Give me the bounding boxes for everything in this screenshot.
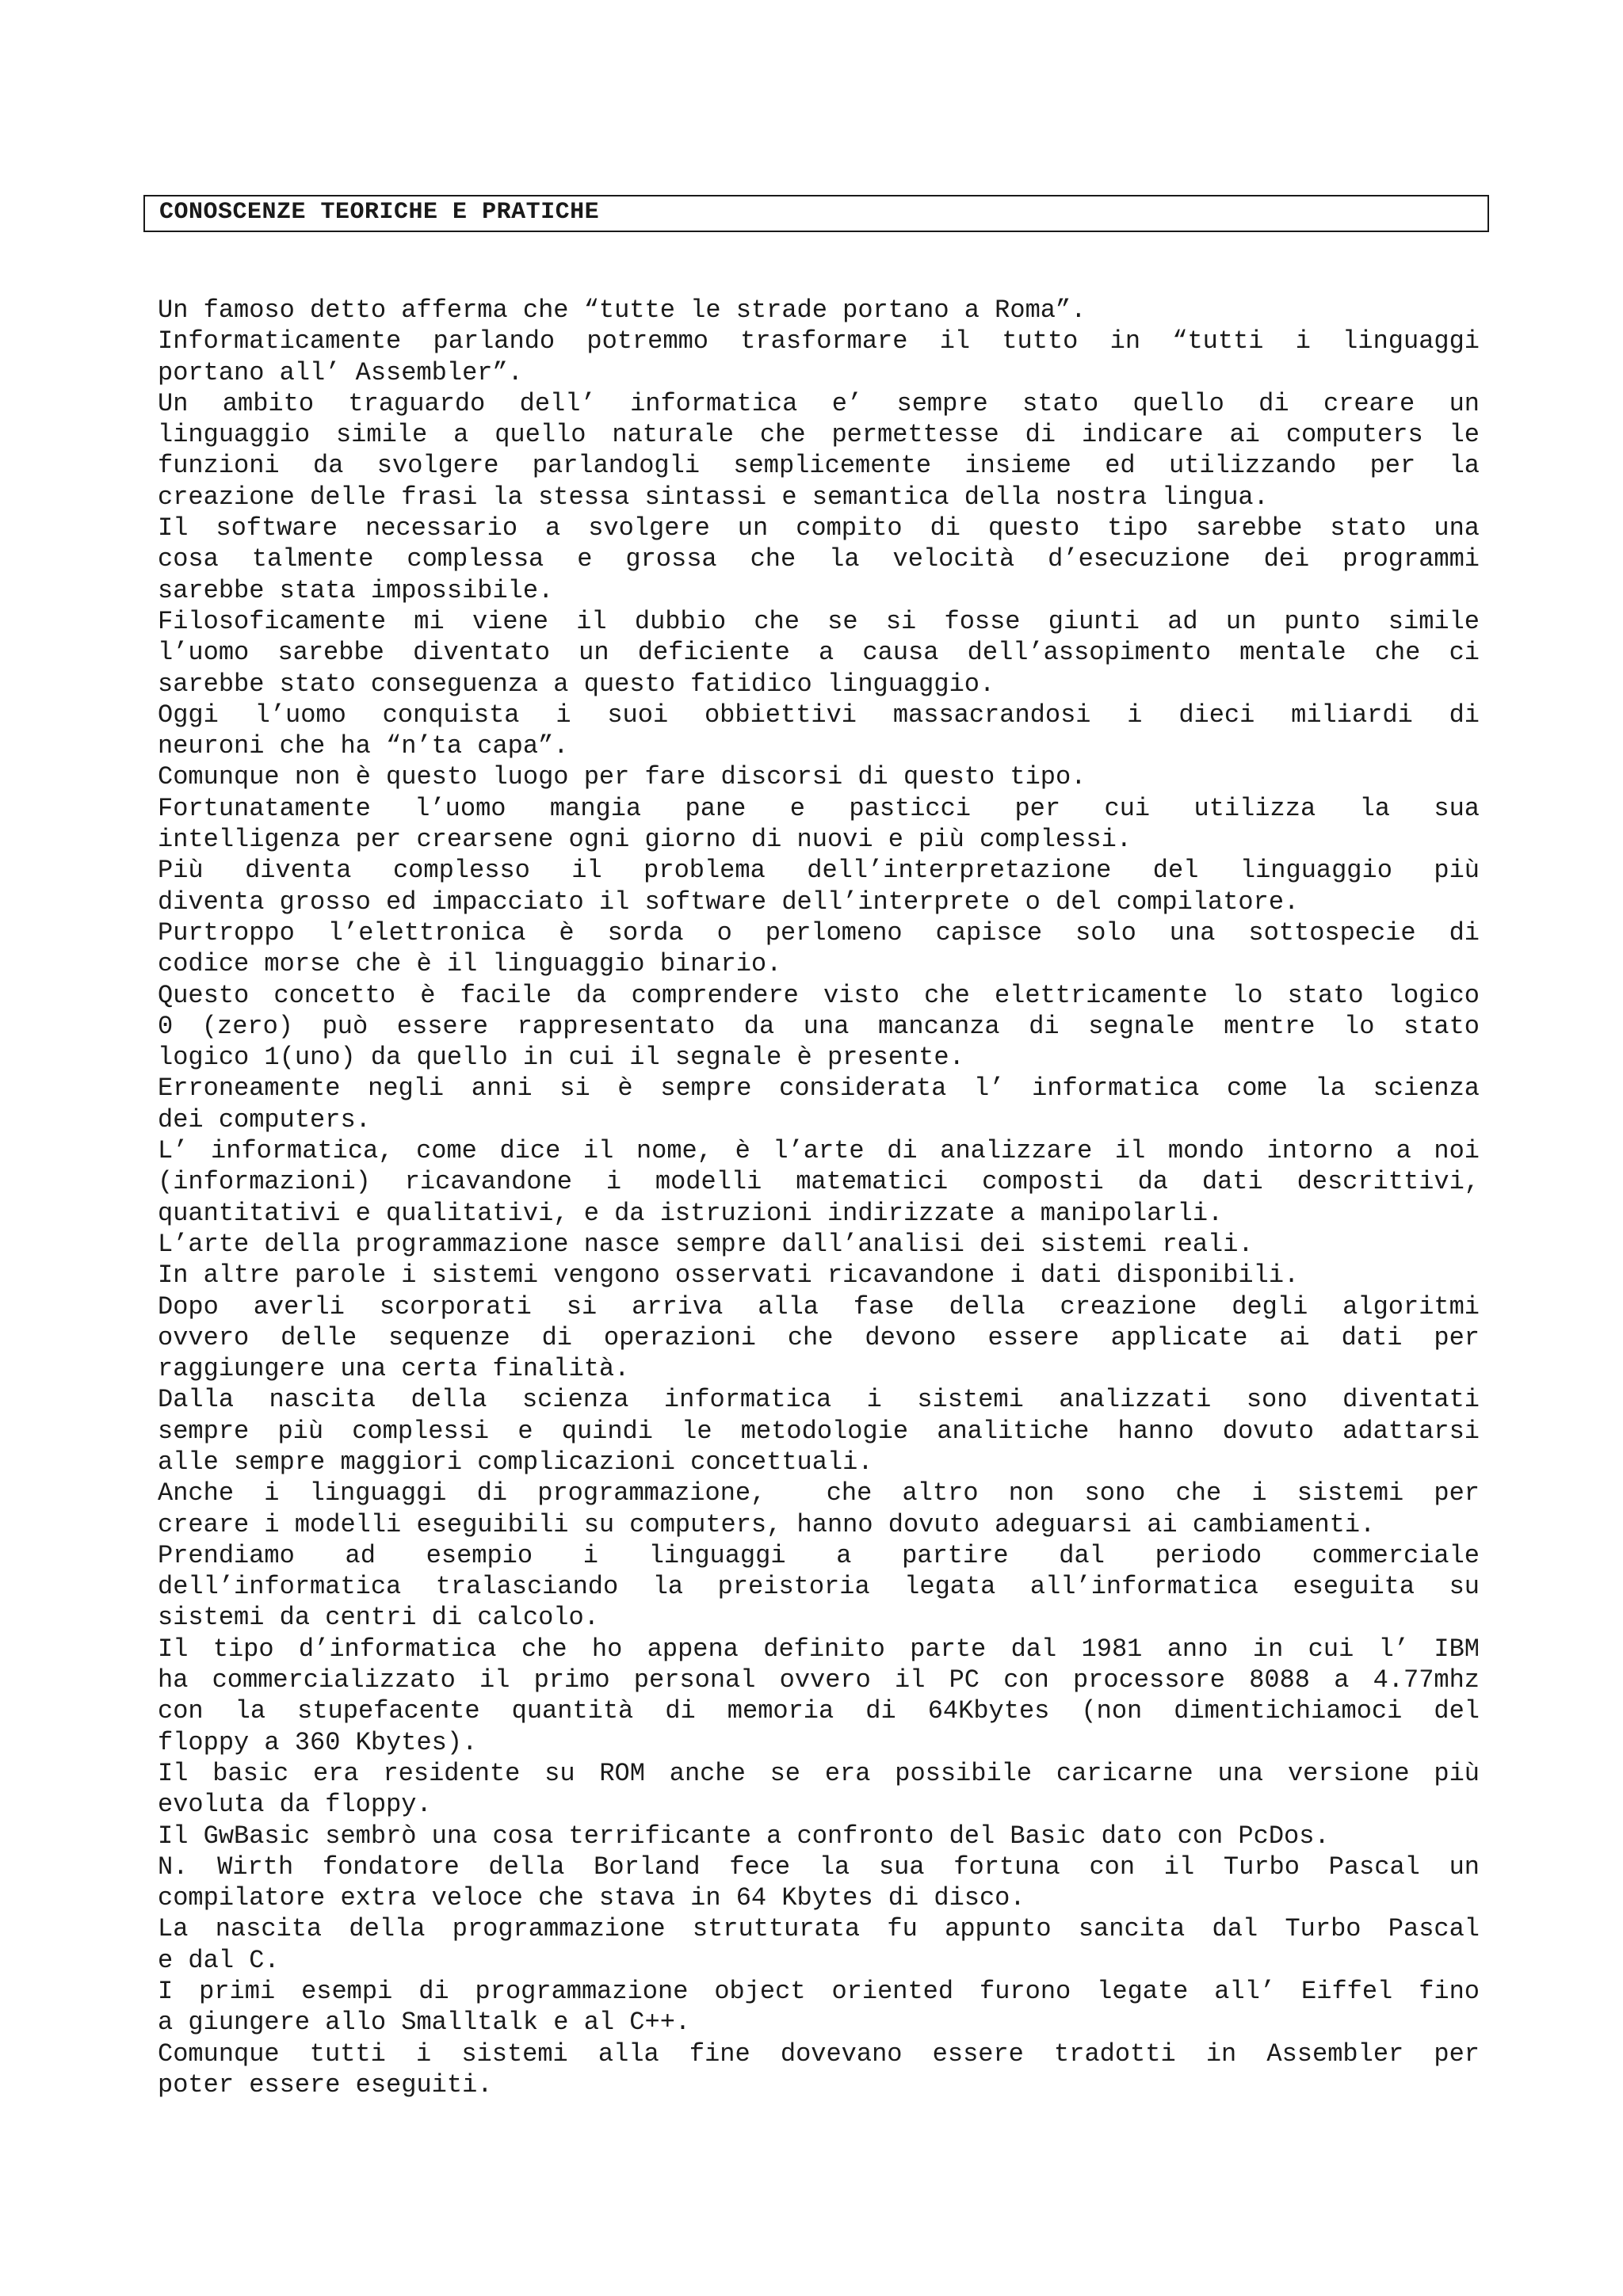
text-line: Prendiamo ad esempio i linguaggi a partire dal periodo commerciale bbox=[158, 1540, 1480, 1570]
text-line: alle sempre maggiori complicazioni concettuali. bbox=[158, 1447, 873, 1477]
text-line: e dal C. bbox=[158, 1945, 280, 1975]
text-line: funzioni da svolgere parlandogli semplicemente insieme ed utilizzando per la bbox=[158, 451, 1480, 481]
text-line: Il software necessario a svolgere un compito di questo tipo sarebbe stato una bbox=[158, 513, 1480, 543]
text-line: floppy a 360 Kbytes). bbox=[158, 1727, 478, 1757]
text-line: sistemi da centri di calcolo. bbox=[158, 1603, 599, 1633]
text-line: L’ informatica, come dice il nome, è l’arte di analizzare il mondo intorno a noi bbox=[158, 1136, 1480, 1166]
text-line: (informazioni) ricavandone i modelli matematici composti da dati descrittivi, bbox=[158, 1167, 1480, 1197]
text-line: quantitativi e qualitativi, e da istruzioni indirizzate a manipolarli. bbox=[158, 1198, 1224, 1228]
text-line: dei computers. bbox=[158, 1104, 371, 1135]
text-line: creare i modelli eseguibili su computers, hanno dovuto adeguarsi ai cambiamenti. bbox=[158, 1509, 1376, 1539]
text-line: intelligenza per crearsene ogni giorno di nuovi e più complessi. bbox=[158, 825, 1132, 855]
text-line: Più diventa complesso il problema dell’interpretazione del linguaggio più bbox=[158, 856, 1480, 886]
text-line: L’arte della programmazione nasce sempre dall’analisi dei sistemi reali. bbox=[158, 1229, 1254, 1259]
text-line: N. Wirth fondatore della Borland fece la sua fortuna con il Turbo Pascal un bbox=[158, 1852, 1480, 1882]
text-line: diventa grosso ed impacciato il software dell’interprete o del compilatore. bbox=[158, 887, 1300, 917]
text-line: sarebbe stato conseguenza a questo fatidico linguaggio. bbox=[158, 669, 995, 699]
text-line: cosa talmente complessa e grossa che la velocità d’esecuzione dei programmi bbox=[158, 544, 1480, 574]
text-line: Comunque non è questo luogo per fare discorsi di questo tipo. bbox=[158, 762, 1086, 792]
text-line: Filosoficamente mi viene il dubbio che se si fosse giunti ad un punto simile bbox=[158, 606, 1480, 636]
text-line: Erroneamente negli anni si è sempre considerata l’ informatica come la scienza bbox=[158, 1074, 1480, 1104]
text-line: Questo concetto è facile da comprendere visto che elettricamente lo stato logico bbox=[158, 980, 1480, 1010]
text-line: Anche i linguaggi di programmazione, che altro non sono che i sistemi per bbox=[158, 1478, 1480, 1508]
text-line: Comunque tutti i sistemi alla fine dovevano essere tradotti in Assembler per bbox=[158, 2039, 1480, 2069]
text-line: sarebbe stata impossibile. bbox=[158, 575, 554, 605]
text-line: dell’informatica tralasciando la preistoria legata all’informatica eseguita su bbox=[158, 1572, 1480, 1602]
text-line: In altre parole i sistemi vengono osservati ricavandone i dati disponibili. bbox=[158, 1261, 1300, 1291]
text-line: a giungere allo Smalltalk e al C++. bbox=[158, 2008, 691, 2038]
text-line: Dopo averli scorporati si arriva alla fase della creazione degli algoritmi bbox=[158, 1291, 1480, 1322]
text-line: linguaggio simile a quello naturale che permettesse di indicare ai computers le bbox=[158, 420, 1480, 450]
text-line: poter essere eseguiti. bbox=[158, 2069, 493, 2100]
text-line: raggiungere una certa finalità. bbox=[158, 1354, 630, 1384]
text-line: neuroni che ha “n’ta capa”. bbox=[158, 731, 569, 761]
text-line: Dalla nascita della scienza informatica i sistemi analizzati sono diventati bbox=[158, 1385, 1480, 1415]
text-line: l’uomo sarebbe diventato un deficiente a causa dell’assopimento mentale che ci bbox=[158, 638, 1480, 668]
text-line: ha commercializzato il primo personal ovvero il PC con processore 8088 a 4.77mhz bbox=[158, 1665, 1480, 1695]
text-line: codice morse che è il linguaggio binario. bbox=[158, 949, 782, 979]
body-paragraphs bbox=[158, 295, 1480, 2100]
text-line: Il GwBasic sembrò una cosa terrificante a confronto del Basic dato con PcDos. bbox=[158, 1821, 1330, 1851]
text-line: ovvero delle sequenze di operazioni che devono essere applicate ai dati per bbox=[158, 1322, 1480, 1352]
text-line: Il basic era residente su ROM anche se era possibile caricarne una versione più bbox=[158, 1758, 1480, 1788]
section-heading: CONOSCENZE TEORICHE E PRATICHE bbox=[143, 195, 1489, 232]
text-line: evoluta da floppy. bbox=[158, 1790, 432, 1820]
text-line: Purtroppo l’elettronica è sorda o perlomeno capisce solo una sottospecie di bbox=[158, 917, 1480, 948]
text-line: 0 (zero) può essere rappresentato da una mancanza di segnale mentre lo stato bbox=[158, 1011, 1480, 1041]
text-line: Un ambito traguardo dell’ informatica e’ sempre stato quello di creare un bbox=[158, 388, 1480, 418]
text-line: I primi esempi di programmazione object oriented furono legate all’ Eiffel fino bbox=[158, 1977, 1480, 2007]
text-line: La nascita della programmazione strutturata fu appunto sancita dal Turbo Pascal bbox=[158, 1914, 1480, 1944]
text-line: portano all’ Assembler”. bbox=[158, 357, 523, 387]
text-line: Oggi l’uomo conquista i suoi obbiettivi massacrandosi i dieci miliardi di bbox=[158, 700, 1480, 730]
text-line: logico 1(uno) da quello in cui il segnale è presente. bbox=[158, 1043, 964, 1073]
text-line: con la stupefacente quantità di memoria di 64Kbytes (non dimentichiamoci del bbox=[158, 1696, 1480, 1726]
text-line: compilatore extra veloce che stava in 64 Kbytes di disco. bbox=[158, 1883, 1025, 1913]
text-line: sempre più complessi e quindi le metodologie analitiche hanno dovuto adattarsi bbox=[158, 1416, 1480, 1446]
text-line: Informaticamente parlando potremmo trasformare il tutto in “tutti i linguaggi bbox=[158, 326, 1480, 357]
text-line: creazione delle frasi la stessa sintassi e semantica della nostra lingua. bbox=[158, 482, 1269, 512]
text-line: Fortunatamente l’uomo mangia pane e pasticci per cui utilizza la sua bbox=[158, 793, 1480, 823]
text-line: Un famoso detto afferma che “tutte le strade portano a Roma”. bbox=[158, 296, 1086, 325]
text-line: Il tipo d’informatica che ho appena definito parte dal 1981 anno in cui l’ IBM bbox=[158, 1634, 1480, 1664]
